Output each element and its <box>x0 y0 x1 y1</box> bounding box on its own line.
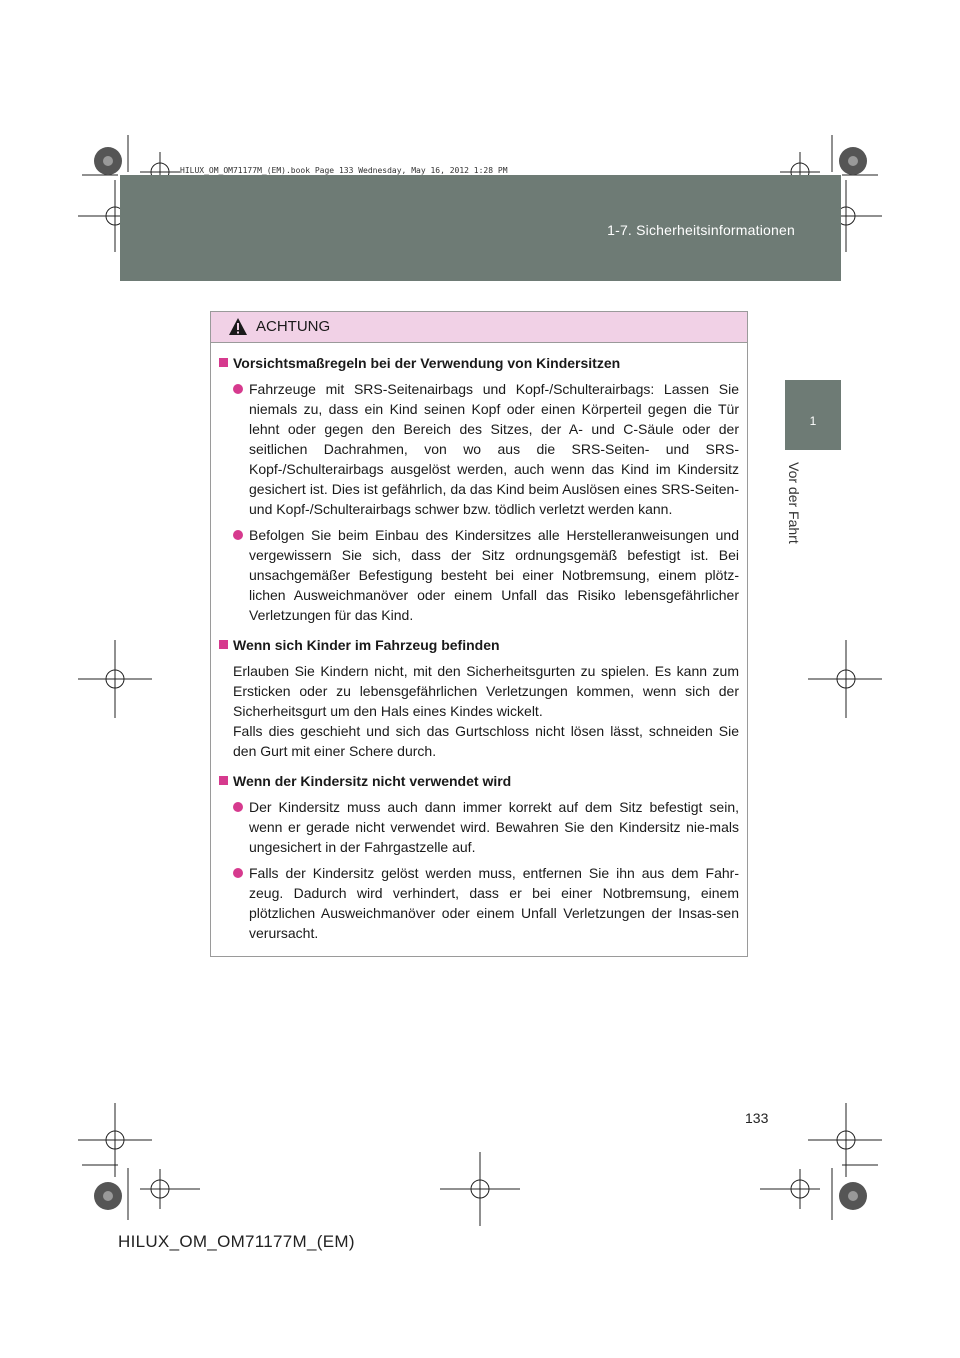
section-heading-text: Wenn sich Kinder im Fahrzeug befinden <box>233 637 500 653</box>
round-bullet-icon <box>233 530 243 540</box>
paragraph <box>217 661 739 761</box>
chapter-title: Vor der Fahrt <box>786 462 802 544</box>
list-item <box>217 525 739 625</box>
header-band <box>120 175 841 281</box>
section-heading <box>217 635 739 655</box>
list-item <box>217 797 739 857</box>
list-item-text: Falls der Kindersitz gelöst werden muss, entfernen Sie ihn aus dem Fahr-zeug. Dadurch wird verhindert, dass er bei einer Notbremsung, einem plötzlichen Ausweichmanöver oder einem Unfall Verletzungen der Insas-sen verursacht. <box>249 865 739 941</box>
page-number: 133 <box>745 1110 769 1126</box>
list-item-text: Befolgen Sie beim Einbau des Kindersitzes alle Herstelleranweisungen und vergewissern Sie sich, dass der Sitz ordnungsgemäß befestigt ist. Bei unsachgemäßer Befestigung besteht bei einer Notbremsung, einem plötz-lichen Ausweichmanöver oder einem Unfall das Risiko lebensgefährlicher Verletzungen für das Kind. <box>249 527 739 623</box>
warning-triangle-icon <box>228 317 248 336</box>
warning-body <box>211 343 747 943</box>
chapter-tab <box>785 380 841 450</box>
square-bullet-icon <box>219 358 228 367</box>
round-bullet-icon <box>233 384 243 394</box>
section-heading-text: Wenn der Kindersitz nicht verwendet wird <box>233 773 512 789</box>
list-item-text: Der Kindersitz muss auch dann immer korrekt auf dem Sitz befestigt sein, wenn er gerade nicht verwendet wird. Bewahren Sie den Kindersitz nie-mals ungesichert in der Fahrgastzelle auf. <box>249 799 739 855</box>
section-heading <box>217 771 739 791</box>
chapter-number: 1 <box>809 414 817 428</box>
list-item <box>217 863 739 943</box>
paragraph-text: Falls dies geschieht und sich das Gurtschloss nicht lösen lässt, schneiden Sie den Gurt mit einer Schere durch. <box>233 723 739 759</box>
list-item-text: Fahrzeuge mit SRS-Seitenairbags und Kopf-/Schulterairbags: Lassen Sie niemals zu, dass ein Kind seinen Kopf oder einen Körperteil gegen die Tür lehnt oder gegen den Bereich des Sitzes, der A- und C-Säule oder der seitlichen Dachrahmen, von wo aus die SRS-Seiten- und SRS-Kopf-/Schulterairbags ausgelöst werden, auch wenn das Kind im Kindersitz gesichert ist. Dies ist gefährlich, da das Kind beim Auslösen eines SRS-Seiten- und Kopf-/Schulterairbags schwer bzw. tödlich verletzt werden kann. <box>249 381 739 517</box>
warning-label: ACHTUNG <box>256 318 331 335</box>
book-stamp: HILUX_OM_OM71177M_(EM).book Page 133 Wednesday, May 16, 2012 1:28 PM <box>180 166 508 175</box>
paragraph-text: Erlauben Sie Kindern nicht, mit den Sicherheitsgurten zu spielen. Es kann zum Ersticken oder zu lebensgefährlichen Verletzungen kommen, wenn sich der Sicherheitsgurt um den Hals eines Kindes wickelt. <box>233 663 739 719</box>
footer-doc-id: HILUX_OM_OM71177M_(EM) <box>118 1232 355 1251</box>
warning-box <box>210 311 748 957</box>
list-item <box>217 379 739 519</box>
round-bullet-icon <box>233 802 243 812</box>
section-heading-text: Vorsichtsmaßregeln bei der Verwendung von Kindersitzen <box>233 355 621 371</box>
section-heading <box>217 353 739 373</box>
square-bullet-icon <box>219 776 228 785</box>
square-bullet-icon <box>219 640 228 649</box>
warning-header <box>211 312 747 343</box>
round-bullet-icon <box>233 868 243 878</box>
section-title: 1-7. Sicherheitsinformationen <box>607 222 795 238</box>
